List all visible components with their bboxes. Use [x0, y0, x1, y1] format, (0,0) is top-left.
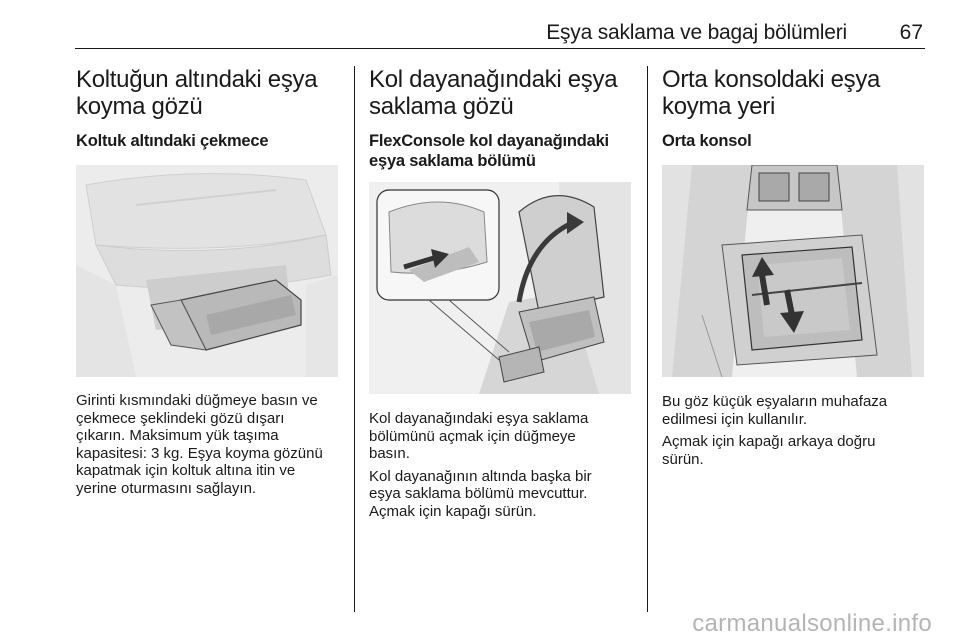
paragraph-line: çekmece şeklindeki gözü dışarı: [76, 409, 285, 427]
section-heading: [76, 66, 338, 120]
column-divider-right: [647, 66, 648, 612]
paragraph-line: Kol dayanağının altında başka bir: [369, 467, 592, 485]
paragraph-line: kapasitesi: 3 kg. Eşya koyma gözünü: [76, 444, 323, 462]
heading-line: koyma yeri: [662, 93, 776, 120]
column-armrest: [369, 66, 631, 520]
page-header: [75, 18, 925, 49]
heading-line: Kol dayanağındaki eşya: [369, 66, 618, 93]
paragraph-line: Bu göz küçük eşyaların muhafaza: [662, 393, 888, 410]
paragraph-line: yerine oturmasını sağlayın.: [76, 479, 257, 497]
subheading-line: eşya saklama bölümü: [369, 152, 536, 170]
paragraph-line: sürün.: [662, 450, 704, 468]
section-heading: [662, 66, 924, 120]
paragraph-line: Girinti kısmındaki düğmeye basın ve: [76, 392, 318, 409]
paragraph-line: bölümünü açmak için düğmeye: [369, 427, 576, 445]
armrest-illustration: [369, 182, 631, 394]
paragraph-line: eşya saklama bölümü mevcuttur.: [369, 485, 588, 502]
heading-line: saklama gözü: [369, 93, 514, 120]
seat-drawer-illustration: [76, 165, 338, 377]
paragraph-line: basın.: [369, 445, 410, 462]
paragraph-line: edilmesi için kullanılır.: [662, 410, 808, 428]
watermark: carmanualsonline.info: [692, 610, 932, 637]
column-center-console: [662, 66, 924, 468]
section-subheading: [369, 131, 631, 171]
center-console-illustration: [662, 165, 924, 377]
subheading-line: FlexConsole kol dayanağındaki: [369, 132, 609, 150]
section-heading: [369, 66, 631, 120]
paragraph-line: Kol dayanağındaki eşya saklama: [369, 410, 589, 427]
paragraph-line: Açmak için kapağı sürün.: [369, 502, 537, 520]
column-divider-left: [354, 66, 355, 612]
paragraph-line: Açmak için kapağı arkaya doğru: [662, 433, 876, 450]
page-number: 67: [899, 21, 923, 44]
column-seat-drawer: [76, 66, 338, 497]
heading-line: Orta konsoldaki eşya: [662, 66, 881, 93]
section-subheading: Koltuk altındaki çekmece: [76, 132, 269, 150]
header-title: Eşya saklama ve bagaj bölümleri: [546, 21, 847, 44]
paragraph-line: kapatmak için koltuk altına itin ve: [76, 462, 296, 479]
paragraph-line: çıkarın. Maksimum yük taşıma: [76, 427, 279, 444]
heading-line: Koltuğun altındaki eşya: [76, 66, 318, 93]
heading-line: koyma gözü: [76, 93, 203, 120]
section-subheading: Orta konsol: [662, 132, 752, 150]
